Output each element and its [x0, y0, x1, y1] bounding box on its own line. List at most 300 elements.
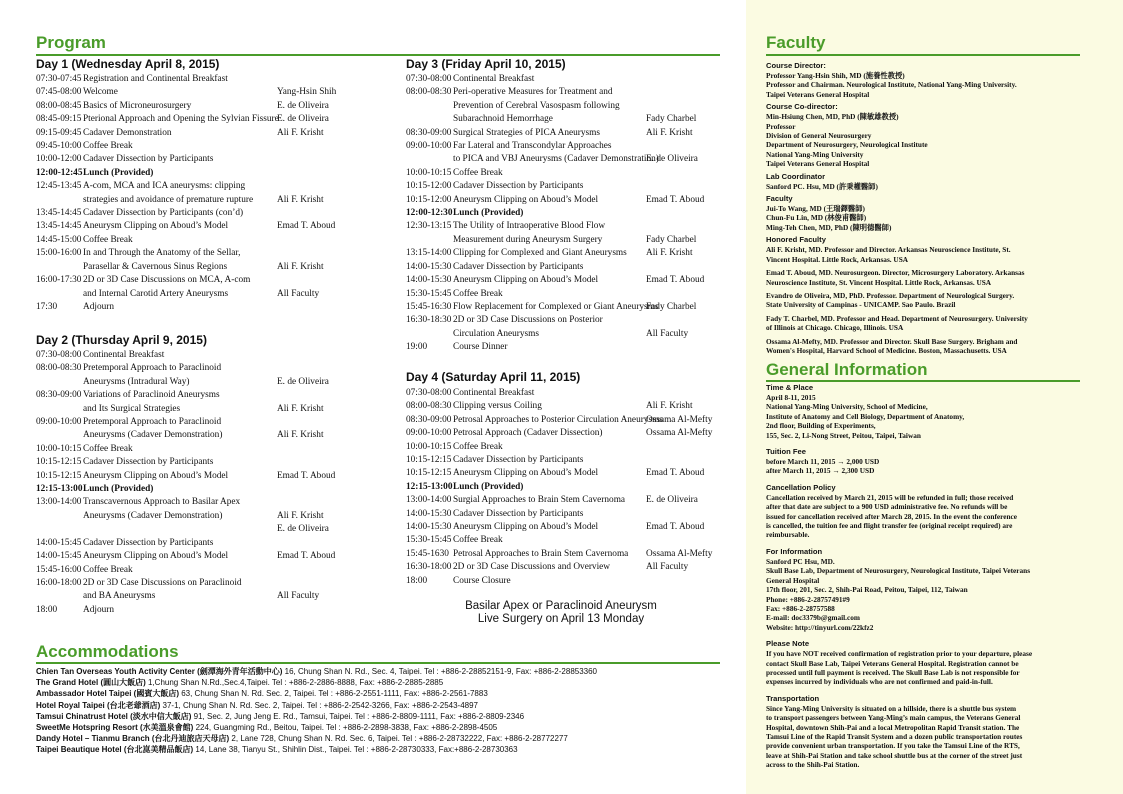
session-time: 18:00 — [36, 604, 58, 615]
accommodations-list — [36, 666, 736, 756]
schedule-row — [36, 207, 396, 220]
day1-heading: Day 1 (Wednesday April 8, 2015) — [36, 57, 220, 71]
schedule-row — [406, 400, 726, 413]
session-time: 12:15-13:00 — [36, 484, 83, 495]
schedule-row — [36, 180, 396, 193]
live-surgery-line1: Basilar Apex or Paraclinoid Aneurysm — [465, 600, 657, 612]
info-line: provide convenient urban transportation. If you take the Tamsui Line of the RTS, — [766, 741, 1020, 751]
session-title: Pretemporal Approach to Paraclinoid — [83, 417, 222, 428]
info-line: Institute of Anatomy and Cell Biology, Department of Anatomy, — [766, 411, 965, 421]
session-title: Surgical Strategies of PICA Aneurysms — [453, 127, 601, 138]
session-title: Continental Breakfast — [453, 74, 535, 84]
schedule-row — [406, 314, 726, 327]
info-heading: Please Note — [766, 639, 810, 649]
session-title: Clipping for Complexed and Giant Aneurysms — [453, 248, 627, 259]
faculty-line: Min-Hsiung Chen, MD, PhD (陳敏雄教授) — [766, 112, 899, 122]
session-time: 09:00-10:00 — [406, 141, 452, 152]
schedule-row — [406, 575, 726, 588]
session-title: Petrosal Approaches to Posterior Circulation Aneurysms — [453, 414, 663, 425]
session-title: Coffee Break — [83, 443, 133, 454]
session-time: 14:00-15:30 — [406, 508, 452, 519]
session-time: 12:30-13:15 — [406, 221, 452, 232]
honored-faculty-entry — [766, 337, 1096, 356]
schedule-row — [406, 441, 726, 454]
session-time: 12:00-12:30 — [406, 208, 453, 219]
info-line: contact Skull Base Lab, Taipei Veterans General Hospital. Registration cannot be — [766, 658, 1019, 668]
schedule-row — [36, 470, 396, 483]
session-title: Cadaver Dissection by Participants — [83, 537, 214, 548]
info-line: leave at Shih-Pai Station and take school shuttle bus at the corner of the street just — [766, 750, 1023, 760]
session-title: Basics of Microneurosurgery — [83, 100, 192, 111]
day3-schedule — [406, 73, 726, 355]
session-title: Adjourn — [83, 604, 114, 615]
info-line: Tamsui Line of the Rapid Transit System and a dozen public transportation routes — [766, 731, 1023, 741]
info-heading: Time & Place — [766, 383, 814, 392]
session-time: 08:00-08:30 — [406, 87, 452, 98]
schedule-row — [36, 403, 396, 416]
session-title: 2D or 3D Case Discussions on Posterior — [453, 315, 603, 326]
session-speaker: Ossama Al-Mefty — [646, 428, 713, 439]
session-title: Cadaver Dissection by Participants (con’d) — [83, 208, 244, 219]
schedule-row — [406, 561, 726, 574]
schedule-row — [36, 510, 396, 523]
schedule-row — [406, 454, 726, 467]
schedule-row — [406, 140, 726, 153]
session-speaker: Ali F. Krisht — [646, 401, 693, 412]
session-title: Continental Breakfast — [453, 388, 535, 398]
session-speaker: Fady Charbel — [646, 301, 697, 312]
hotel-entry — [36, 733, 736, 744]
faculty-line: National Yang-Ming University — [766, 149, 864, 159]
session-time: 13:00-14:00 — [406, 495, 452, 506]
session-time: 15:45-1630 — [406, 548, 449, 559]
hotel-detail: 37-1, Chung Shan N. Rd. Sec. 2, Taipei. Tel : +886-2-2542-3266, Fax: +886-2-2543-4897 — [160, 700, 479, 710]
faculty-line: Taipei Veterans General Hospital — [766, 159, 870, 169]
schedule-row — [406, 113, 726, 126]
session-title: Course Closure — [453, 575, 511, 586]
info-line: General Hospital — [766, 575, 820, 585]
schedule-row — [406, 548, 726, 561]
schedule-row — [36, 443, 396, 456]
schedule-row — [406, 328, 726, 341]
info-line: April 8-11, 2015 — [766, 393, 816, 402]
session-title: to PICA and VBJ Aneurysms (Cadaver Demonstration) — [453, 154, 659, 165]
hotel-entry — [36, 700, 736, 711]
session-title: Aneurysm Clipping on Aboud’s Model — [453, 522, 599, 533]
session-title: Circulation Aneurysms — [453, 328, 539, 339]
schedule-row — [406, 414, 726, 427]
honored-faculty-entry — [766, 314, 1096, 333]
schedule-row — [406, 247, 726, 260]
schedule-row — [36, 167, 396, 180]
info-line: across to the Shih-Pai Station. — [766, 760, 860, 770]
faculty-line: Women's Hospital, Harvard School of Medicine. Boston, Massachusetts. USA — [766, 345, 1007, 355]
info-line: Skull Base Lab, Department of Neurosurgery, Neurological Institute, Taipei Veterans — [766, 566, 1031, 576]
session-title: Transcavernous Approach to Basilar Apex — [83, 497, 241, 508]
session-time: 12:15-13:00 — [406, 481, 453, 492]
hotel-detail: 14, Lane 38, Tianyu St., Shihlin Dist., Taipei. Tel : +886-2-28730333, Fax:+886-2-28730363 — [193, 745, 518, 755]
session-title: and Internal Carotid Artery Aneurysms — [83, 288, 229, 299]
day4-heading: Day 4 (Saturday April 11, 2015) — [406, 370, 581, 384]
session-speaker: Emad T. Aboud — [277, 551, 336, 562]
session-time: 09:15-09:45 — [36, 127, 82, 138]
live-surgery-line2: Live Surgery on April 13 Monday — [477, 613, 645, 625]
schedule-row — [36, 153, 396, 166]
session-title: Lunch (Provided) — [453, 481, 524, 492]
info-line: to transport passengers between Yang-Ming’s main campus, the Veterans General — [766, 713, 1021, 723]
session-speaker: Fady Charbel — [646, 114, 697, 125]
session-title: Aneurysm Clipping on Aboud’s Model — [83, 221, 229, 232]
schedule-row — [36, 483, 396, 496]
hotel-name: Chien Tan Overseas Youth Activity Center (劍潭海外青年活動中心) — [36, 667, 283, 676]
general-information-heading: General Information — [766, 360, 928, 379]
info-line: is cancelled, the tuition fee and flight transfer fee (original receipt required) are — [766, 521, 1013, 531]
hotel-detail: 16, Chung Shan N. Rd., Sec. 4, Taipei. Tel : +886-2-28852151-9, Fax: +886-2-28853360 — [282, 667, 598, 676]
schedule-row — [406, 207, 726, 220]
session-speaker: Emad T. Aboud — [646, 522, 705, 533]
session-speaker: Emad T. Aboud — [646, 468, 705, 479]
session-time: 10:00-10:15 — [36, 443, 82, 454]
faculty-group-heading: Honored Faculty — [766, 235, 826, 245]
hotel-entry — [36, 666, 736, 677]
schedule-row — [406, 481, 726, 494]
schedule-row — [406, 508, 726, 521]
session-time: 07:30-07:45 — [36, 74, 82, 84]
session-speaker: All Faculty — [277, 591, 320, 602]
info-line: Since Yang-Ming University is situated on a hillside, there is a shuttle bus system — [766, 703, 1017, 713]
schedule-row — [406, 467, 726, 480]
hotel-name: Tamsui Chinatrust Hotel (淡水中信大飯店) — [36, 711, 192, 721]
session-title: Welcome — [83, 87, 118, 98]
honored-faculty-entry — [766, 291, 1096, 310]
session-speaker: E. de Oliveira — [646, 154, 698, 165]
session-time: 13:15-14:00 — [406, 248, 452, 259]
session-title: Coffee Break — [83, 564, 133, 575]
faculty-line: Professor Yang-Hsin Shih, MD (施養性教授) — [766, 71, 905, 80]
session-title: Coffee Break — [83, 141, 133, 152]
schedule-row — [36, 301, 396, 314]
hotel-name: Hotel Royal Taipei (台北老爺酒店) — [36, 700, 161, 710]
session-title: Cadaver Dissection by Participants — [83, 154, 214, 165]
session-title: Cadaver Dissection by Participants — [453, 508, 584, 519]
info-line: reimbursable. — [766, 530, 810, 540]
schedule-row — [406, 288, 726, 301]
session-title: Aneurysm Clipping on Aboud’s Model — [453, 275, 599, 286]
session-time: 10:15-12:15 — [406, 455, 452, 466]
day2-schedule — [36, 349, 396, 617]
session-title: Lunch (Provided) — [453, 208, 524, 219]
schedule-row — [406, 494, 726, 507]
faculty-line: Department of Neurosurgery, Neurological Institute — [766, 140, 928, 150]
session-title: The Utility of Intraoperative Blood Flow — [453, 221, 606, 232]
schedule-row — [36, 537, 396, 550]
schedule-row — [406, 194, 726, 207]
session-time: 12:45-13:45 — [36, 181, 82, 192]
session-speaker: Fady Charbel — [646, 234, 697, 245]
session-time: 10:15-12:15 — [36, 457, 82, 468]
schedule-row — [406, 180, 726, 193]
faculty-line: Emad T. Aboud, MD. Neurosurgeon. Director, Microsurgery Laboratory. Arkansas — [766, 268, 1025, 278]
info-line: after that date are subject to a 900 USD administrative fee. No refunds will be — [766, 502, 1008, 512]
session-time: 15:30-15:45 — [406, 535, 452, 546]
schedule-row — [406, 341, 726, 354]
session-time: 07:30-08:00 — [36, 350, 82, 360]
faculty-line: Professor and Chairman. Neurological Institute, National Yang-Ming University. — [766, 80, 1017, 90]
schedule-row — [36, 127, 396, 140]
session-time: 19:00 — [406, 342, 428, 353]
schedule-row — [406, 387, 726, 400]
schedule-row — [406, 73, 726, 86]
session-title: Aneurysms (Intradural Way) — [83, 376, 190, 387]
session-title: Lunch (Provided) — [83, 167, 154, 178]
hotel-entry — [36, 688, 736, 699]
schedule-row — [36, 376, 396, 389]
schedule-row — [406, 86, 726, 99]
schedule-row — [36, 416, 396, 429]
session-speaker: E. de Oliveira — [646, 495, 698, 506]
session-speaker: Ali F. Krisht — [277, 127, 324, 138]
session-title: Pretemporal Approach to Paraclinoid — [83, 363, 222, 374]
session-title: Far Lateral and Transcondylar Approaches — [453, 141, 612, 152]
hotel-entry — [36, 722, 736, 733]
faculty-line: Sanford PC. Hsu, MD (許秉權醫師) — [766, 181, 878, 191]
session-speaker: Ali F. Krisht — [277, 194, 324, 205]
session-time: 07:45-08:00 — [36, 87, 82, 98]
session-title: Pterional Approach and Opening the Sylvian Fissure — [83, 114, 279, 125]
session-time: 09:00-10:00 — [36, 417, 82, 428]
session-time: 15:45-16:00 — [36, 564, 82, 575]
session-title: In and Through the Anatomy of the Sellar, — [83, 248, 241, 259]
session-time: 15:00-16:00 — [36, 248, 82, 259]
schedule-row — [36, 456, 396, 469]
faculty-line: Ming-Teh Chen, MD, PhD (陳明德醫師) — [766, 222, 892, 232]
info-line: Cancellation received by March 21, 2015 will be refunded in full; those received — [766, 492, 1014, 502]
session-time: 13:45-14:45 — [36, 208, 82, 219]
session-title: Continental Breakfast — [83, 350, 165, 360]
info-line: Fax: +886-2-28757588 — [766, 603, 835, 613]
schedule-row — [36, 604, 396, 617]
session-title: Flow Replacement for Complexed or Giant Aneurysms — [453, 301, 659, 312]
faculty-line: State University of Campinas - UNICAMP. Sao Paulo. Brazil — [766, 300, 956, 310]
program-rule — [36, 54, 720, 56]
session-title: 2D or 3D Case Discussions on MCA, A-com — [83, 275, 251, 286]
accommodations-rule — [36, 662, 720, 664]
session-time: 10:15-12:00 — [406, 181, 452, 192]
faculty-line: of Illinois at Chicago. Chicago, Illinois. USA — [766, 323, 904, 333]
faculty-line: Taipei Veterans General Hospital — [766, 89, 870, 99]
session-time: 15:30-15:45 — [406, 288, 452, 299]
info-line: National Yang-Ming University, School of Medicine, — [766, 402, 928, 412]
session-time: 18:00 — [406, 575, 428, 586]
hotel-name: The Grand Hotel (圓山大飯店) — [36, 678, 146, 688]
session-time: 14:00-15:30 — [406, 275, 452, 286]
info-heading: Transportation — [766, 693, 820, 703]
info-heading: Tuition Fee — [766, 447, 806, 457]
session-time: 16:00-17:30 — [36, 275, 82, 286]
session-time: 07:30-08:00 — [406, 74, 452, 84]
session-title: Course Dinner — [453, 342, 508, 353]
session-speaker: All Faculty — [646, 328, 689, 339]
session-speaker: E. de Oliveira — [277, 524, 329, 535]
session-speaker: Emad T. Aboud — [646, 194, 705, 205]
session-time: 14:00-15:45 — [36, 551, 82, 562]
session-time: 07:30-08:00 — [406, 388, 452, 398]
session-time: 08:00-08:30 — [406, 401, 452, 412]
session-time: 14:45-15:00 — [36, 234, 82, 245]
session-title: Prevention of Cerebral Vasospasm following — [453, 100, 620, 111]
session-title: Coffee Break — [83, 234, 133, 245]
day4-schedule — [406, 387, 726, 588]
hotel-detail: 91, Sec. 2, Jung Jeng E. Rd., Tamsui, Taipei. Tel : +886-2-8809-1111, Fax: +886-2-8809-2346 — [191, 711, 525, 721]
session-time: 08:30-09:00 — [406, 414, 452, 425]
day3-heading: Day 3 (Friday April 10, 2015) — [406, 57, 566, 71]
session-speaker: E. de Oliveira — [277, 100, 329, 111]
hotel-detail: 1,Chung Shan N.Rd.,Sec.4,Taipei. Tel : +886-2-2886-8888, Fax: +886-2-2885-2885 — [145, 678, 444, 688]
faculty-line: Division of General Neurosurgery — [766, 131, 872, 141]
hotel-detail: 63, Chung Shan N. Rd. Sec. 2, Taipei. Tel : +886-2-2551-1111, Fax: +886-2-2561-7883 — [178, 689, 488, 699]
day2-heading: Day 2 (Thursday April 9, 2015) — [36, 333, 207, 347]
session-speaker: Ossama Al-Mefty — [646, 414, 713, 425]
hotel-name: Taipei Beautique Hotel (台北崑美精品飯店) — [36, 745, 194, 755]
session-title: Coffee Break — [453, 288, 503, 299]
hotel-entry — [36, 677, 736, 688]
info-line: 17th floor, 201, Sec. 2, Shih-Pai Road, Peitou, Taipei, 112, Taiwan — [766, 585, 968, 595]
program-heading: Program — [36, 33, 106, 52]
session-title: Cadaver Dissection by Participants — [453, 181, 584, 192]
session-title: and Its Surgical Strategies — [83, 403, 181, 414]
session-time: 10:00-10:15 — [406, 167, 452, 178]
session-time: 16:30-18:00 — [406, 562, 452, 573]
info-line: Sanford PC Hsu, MD. — [766, 556, 835, 566]
session-time: 08:00-08:30 — [36, 363, 82, 374]
info-line: Hospital, downtown Shih-Pai and a local Metropolitan Rapid Transit station. The — [766, 722, 1020, 732]
faculty-line: Ali F. Krisht, MD. Professor and Director. Arkansas Neuroscience Institute, St. — [766, 245, 1011, 255]
schedule-row — [406, 234, 726, 247]
faculty-line: Vincent Hospital. Little Rock, Arkansas. USA — [766, 254, 909, 264]
session-title: Registration and Continental Breakfast — [83, 74, 228, 84]
session-title: Adjourn — [83, 301, 114, 312]
general-information-list — [766, 380, 1096, 770]
session-title: A-com, MCA and ICA aneurysms: clipping — [83, 181, 246, 192]
session-title: 2D or 3D Case Discussions on Paraclinoid — [83, 577, 242, 588]
session-title: Coffee Break — [453, 441, 503, 452]
session-time: 14:00-15:45 — [36, 537, 82, 548]
session-time: 09:45-10:00 — [36, 141, 82, 152]
session-title: Variations of Paraclinoid Aneurysms — [83, 390, 220, 401]
session-speaker: Ali F. Krisht — [277, 510, 324, 521]
hotel-name: Ambassador Hotel Taipei (國賓大飯店) — [36, 689, 179, 699]
faculty-line: Neuroscience Institute, St. Vincent Hospital. Little Rock, Arkansas. USA — [766, 277, 992, 287]
session-title: Coffee Break — [453, 535, 503, 546]
session-title: Lunch (Provided) — [83, 484, 154, 495]
accommodations-heading: Accommodations — [36, 642, 179, 661]
live-surgery-note — [436, 600, 686, 626]
info-line: issued for cancellation received after March 28, 2015. In the event the conference — [766, 511, 1018, 521]
session-time: 08:00-08:45 — [36, 100, 82, 111]
session-speaker: E. de Oliveira — [277, 376, 329, 387]
info-heading: Cancellation Policy — [766, 482, 836, 492]
session-time: 15:45-16:30 — [406, 301, 452, 312]
session-time: 10:15-12:15 — [36, 470, 82, 481]
schedule-row — [36, 73, 396, 86]
schedule-row — [36, 113, 396, 126]
info-line: Phone: +886-2-28757491#9 — [766, 594, 850, 604]
faculty-rule — [766, 54, 1080, 56]
schedule-row — [406, 167, 726, 180]
session-title: strategies and avoidance of premature rupture — [83, 194, 254, 205]
session-speaker: Ali F. Krisht — [646, 127, 693, 138]
session-time: 08:30-09:00 — [36, 390, 82, 401]
session-time: 16:30-18:30 — [406, 315, 452, 326]
session-title: Aneurysms (Cadaver Demonstration) — [83, 430, 223, 441]
info-line: 2nd floor, Building of Experiments, — [766, 421, 876, 431]
session-speaker: Ali F. Krisht — [277, 430, 324, 441]
schedule-row — [406, 153, 726, 166]
session-title: Petrosal Approaches to Brain Stem Cavernoma — [453, 548, 629, 559]
info-heading: For Information — [766, 546, 823, 556]
schedule-row — [36, 496, 396, 509]
session-title: and BA Aneurysms — [83, 591, 156, 602]
schedule-row — [406, 521, 726, 534]
session-title: Aneurysm Clipping on Aboud’s Model — [83, 551, 229, 562]
schedule-row — [36, 86, 396, 99]
session-title: Measurement during Aneurysm Surgery — [453, 234, 603, 245]
session-time: 14:00-15:30 — [406, 261, 452, 272]
info-line: If you have NOT received confirmation of registration prior to your departure, please — [766, 649, 1033, 659]
schedule-row — [36, 564, 396, 577]
session-time: 10:15-12:00 — [406, 194, 452, 205]
session-title: Cadaver Dissection by Participants — [453, 455, 584, 466]
schedule-row — [36, 261, 396, 274]
schedule-row — [406, 127, 726, 140]
faculty-group-heading: Course Co-director: — [766, 102, 838, 112]
session-time: 12:00-12:45 — [36, 167, 83, 178]
session-speaker: Yang-Hsin Shih — [277, 87, 337, 98]
session-title: Subarachnoid Hemorrhage — [453, 114, 553, 125]
session-title: Surgial Approaches to Brain Stem Cavernoma — [453, 495, 626, 506]
faculty-list — [766, 58, 1096, 355]
schedule-row — [36, 577, 396, 590]
schedule-row — [406, 427, 726, 440]
session-time: 08:30-09:00 — [406, 127, 452, 138]
session-speaker: All Faculty — [646, 562, 689, 573]
hotel-name: SweetMe Hotspring Resort (水美溫泉會館) — [36, 723, 194, 733]
session-speaker: Ali F. Krisht — [277, 403, 324, 414]
day1-schedule — [36, 73, 396, 314]
session-title: Peri-operative Measures for Treatment and — [453, 87, 613, 98]
faculty-line: Professor — [766, 121, 796, 131]
schedule-row — [36, 140, 396, 153]
faculty-heading: Faculty — [766, 33, 826, 52]
session-time: 10:00-10:15 — [406, 441, 452, 452]
session-speaker: Emad T. Aboud — [277, 221, 336, 232]
schedule-row — [36, 550, 396, 563]
info-line: 155, Sec. 2, Li-Nong Street, Peitou, Taipei, Taiwan — [766, 430, 921, 440]
faculty-line: Chun-Fu Lin, MD (林俊甫醫師) — [766, 213, 867, 223]
schedule-row — [36, 247, 396, 260]
schedule-row — [36, 389, 396, 402]
hotel-name: Dandy Hotel – Tianmu Branch (台北丹迪旅店天母店) — [36, 734, 230, 744]
faculty-group-heading: Faculty — [766, 194, 793, 204]
session-speaker: Ossama Al-Mefty — [646, 548, 713, 559]
info-line: Website: http://tinyurl.com/22kfz2 — [766, 622, 874, 632]
session-time: 16:00-18:00 — [36, 577, 82, 588]
session-title: Aneurysms (Cadaver Demonstration) — [83, 510, 223, 521]
faculty-group-heading: Lab Coordinator — [766, 171, 826, 181]
session-title: Petrosal Approach (Cadaver Dissection) — [453, 428, 603, 439]
session-speaker: Emad T. Aboud — [277, 470, 336, 481]
hotel-detail: 2, Lane 728, Chung Shan N. Rd. Sec. 6, Taipei. Tel : +886-2-28732222, Fax: +886-2-28772277 — [229, 734, 568, 744]
